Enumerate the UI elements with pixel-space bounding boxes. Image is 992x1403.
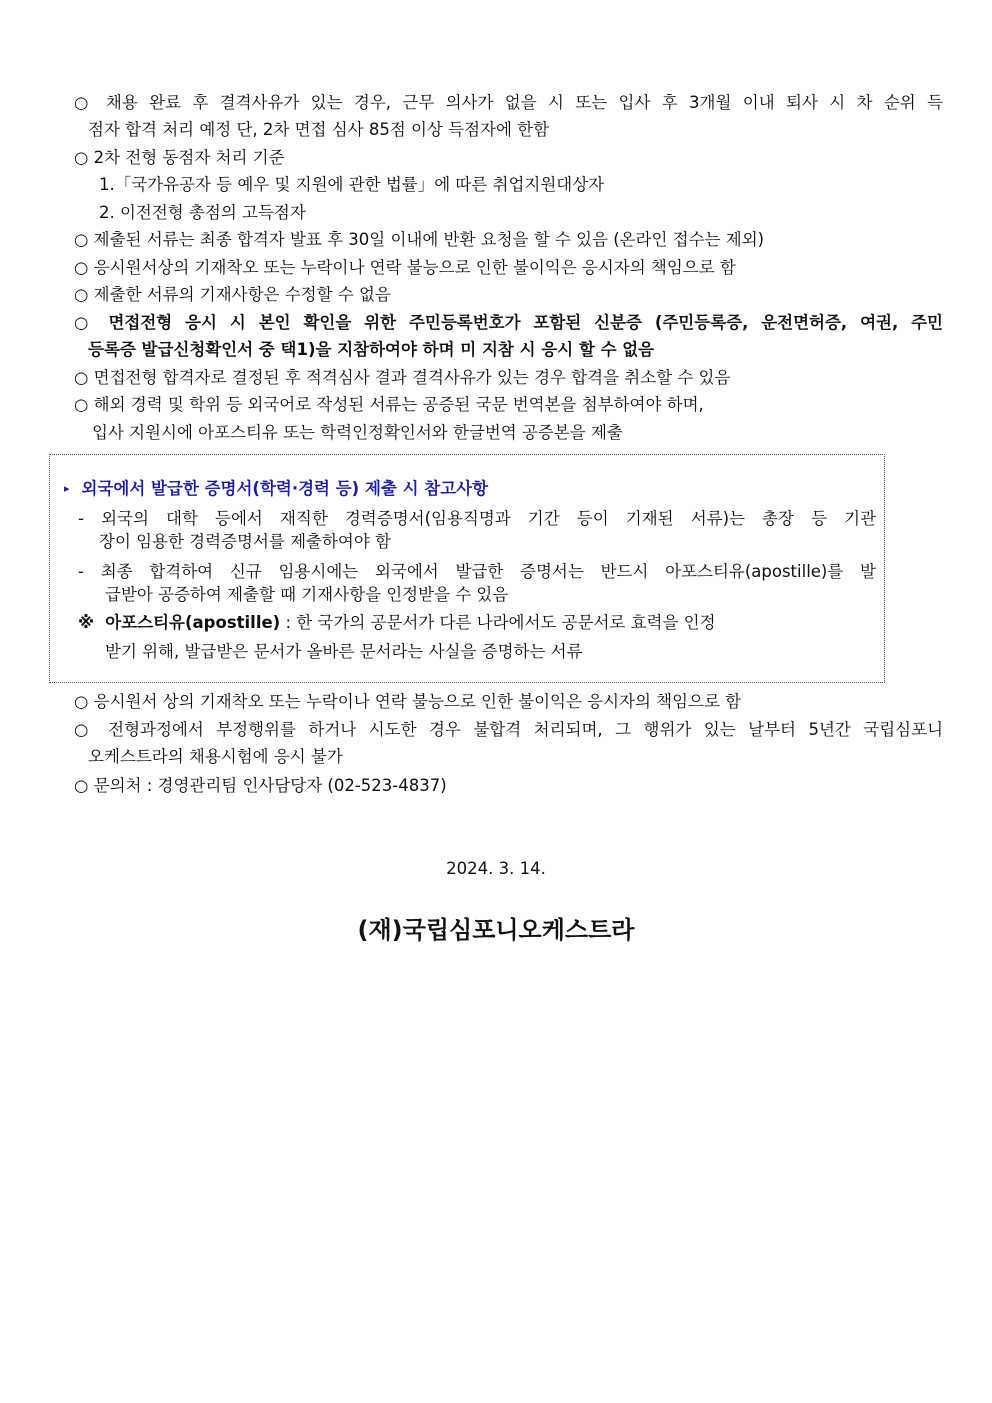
organization-name: (재)국립심포니오케스트라 <box>357 916 635 944</box>
item-text: 문의처 : 경영관리팀 인사담당자 (02-523-4837) <box>93 776 447 795</box>
dash: - <box>78 562 84 581</box>
item-text-cont: 점자 합격 처리 예정 단, 2차 면접 심사 85점 이상 득점자에 한함 <box>88 120 550 139</box>
notice-text: 최종 합격하여 신규 임용시에는 외국에서 발급한 증명서는 반드시 아포스티유(apostille)를 발 <box>100 562 877 581</box>
notice-box-title <box>64 478 488 500</box>
list-item-cancel-pass <box>74 367 730 389</box>
item-text: 면접전형 합격자로 결정된 후 적격심사 결과 결격사유가 있는 경우 합격을 취소할 수 있음 <box>93 368 731 387</box>
item-text-cont: 입사 지원시에 아포스티유 또는 학력인정확인서와 한글번역 공증본을 제출 <box>92 423 623 442</box>
reference-mark: ※ <box>78 613 95 632</box>
dash: - <box>78 509 84 528</box>
sub-item-2: 2. 이전전형 총점의 고득점자 <box>99 203 306 222</box>
triangle-icon: ▸ <box>64 482 70 495</box>
item-text: 제출한 서류의 기재사항은 수정할 수 없음 <box>93 285 391 304</box>
notice-title-text: 외국에서 발급한 증명서(학력·경력 등) 제출 시 참고사항 <box>81 479 489 498</box>
sub-item-1: 1.「국가유공자 등 예우 및 지원에 관한 법률」에 따른 취업지원대상자 <box>99 175 605 194</box>
list-item-tiebreak <box>74 147 285 169</box>
bullet: ○ <box>74 93 95 112</box>
list-item-applicant-responsibility-2 <box>74 691 741 713</box>
item-text: 해외 경력 및 학위 등 외국어로 작성된 서류는 공증된 국문 번역본을 첨부하여야 하며, <box>93 395 704 414</box>
bullet: ○ <box>74 285 89 304</box>
list-item-no-correction <box>74 284 391 306</box>
bullet: ○ <box>74 313 96 332</box>
item-text-cont: 등록증 발급신청확인서 중 택1)을 지참하여야 하며 미 지참 시 응시 할 수 없음 <box>88 340 655 359</box>
notice-text: 외국의 대학 등에서 재직한 경력증명서(임용직명과 기간 등이 기재된 서류)는 총장 등 기관 <box>101 509 877 528</box>
item-text: 2차 전형 동점자 처리 기준 <box>93 148 285 167</box>
note-text: : 한 국가의 공문서가 다른 나라에서도 공문서로 효력을 인정 <box>285 613 716 632</box>
note-term: 아포스티유(apostille) <box>105 613 281 632</box>
bullet: ○ <box>74 776 89 795</box>
notice-text-cont: 급받아 공증하여 제출할 때 기재사항을 인정받을 수 있음 <box>105 585 509 604</box>
item-text: 면접전형 응시 시 본인 확인을 위한 주민등록번호가 포함된 신분증 (주민등록증, 운전면허증, 여권, 주민 <box>108 313 943 332</box>
list-item-document-return <box>74 229 764 251</box>
item-text: 제출된 서류는 최종 합격자 발표 후 30일 이내에 반환 요청을 할 수 있음 (온라인 접수는 제외) <box>93 230 765 249</box>
bullet: ○ <box>74 720 96 739</box>
bullet: ○ <box>74 230 89 249</box>
document-date: 2024. 3. 14. <box>446 859 546 878</box>
list-item-applicant-responsibility <box>74 257 736 279</box>
item-text: 전형과정에서 부정행위를 하거나 시도한 경우 불합격 처리되며, 그 행위가 있는 날부터 5년간 국립심포니 <box>108 720 944 739</box>
bullet: ○ <box>74 395 89 414</box>
notice-text-cont: 장이 임용한 경력증명서를 제출하여야 함 <box>99 532 391 551</box>
item-text: 채용 완료 후 결격사유가 있는 경우, 근무 의사가 없을 시 또는 입사 후 3개월 이내 퇴사 시 차 순위 득 <box>105 93 944 112</box>
item-text-cont: 오케스트라의 채용시험에 응시 불가 <box>88 747 343 766</box>
item-text: 응시원서 상의 기재착오 또는 누락이나 연락 불능으로 인한 불이익은 응시자의 책임으로 함 <box>93 692 742 711</box>
list-item-contact <box>74 775 447 797</box>
bullet: ○ <box>74 148 89 167</box>
note-text-cont: 받기 위해, 발급받은 문서가 올바른 문서라는 사실을 증명하는 서류 <box>105 642 583 661</box>
bullet: ○ <box>74 258 89 277</box>
bullet: ○ <box>74 368 89 387</box>
item-text: 응시원서상의 기재착오 또는 누락이나 연락 불능으로 인한 불이익은 응시자의 책임으로 함 <box>93 258 736 277</box>
bullet: ○ <box>74 692 89 711</box>
